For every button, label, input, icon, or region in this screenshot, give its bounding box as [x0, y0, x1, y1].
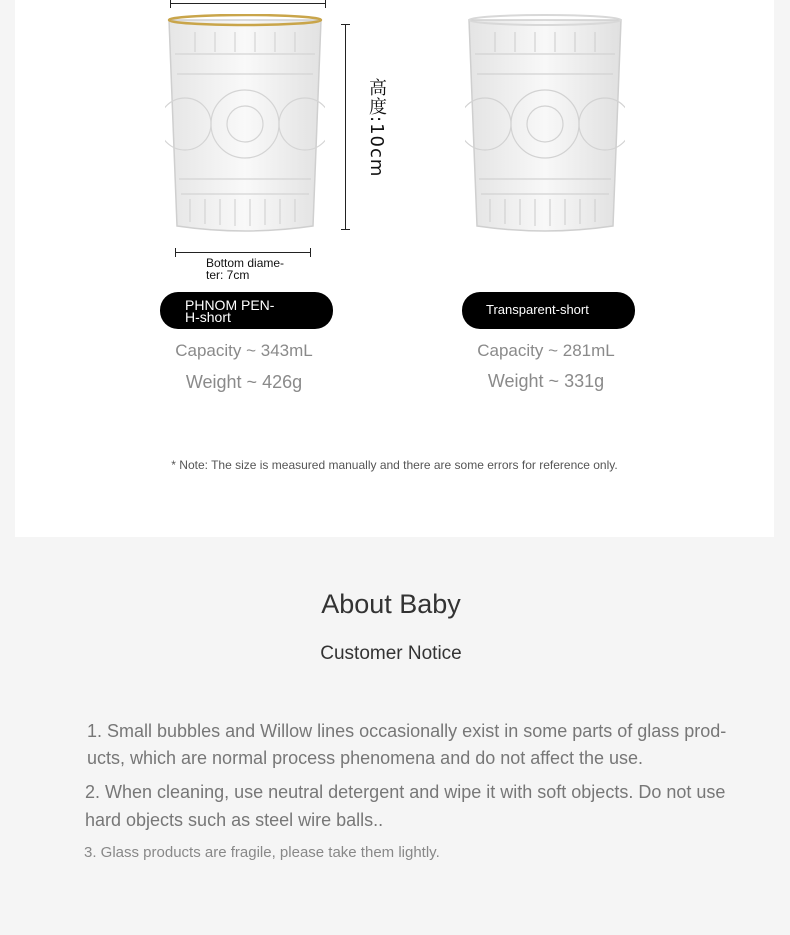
- product-card: [15, 0, 774, 537]
- bottom-diameter-line: [175, 252, 311, 253]
- variant-label-text: Transparent-short: [486, 302, 589, 317]
- glass-image-gold-rim: [165, 14, 325, 236]
- height-dimension-line: [345, 24, 346, 230]
- capacity-text: Capacity ~ 281mL: [477, 341, 615, 360]
- variant-label-pill-gold[interactable]: [160, 292, 333, 329]
- weight-text: Weight ~ 331g: [487, 371, 605, 391]
- notice-item: 1. Small bubbles and Willow lines occasionally exist in some parts of glass prod-ucts, which are normal process phenomena and do not affect the use.: [87, 721, 727, 768]
- bottom-diameter-label: Bottom diame- ter: 7cm: [206, 256, 285, 282]
- top-width-dimension: [170, 3, 326, 4]
- glass-image-transparent: [465, 14, 625, 236]
- glass-gold-rim-drawing: [165, 14, 325, 236]
- variant-label-pill-transparent[interactable]: [462, 292, 635, 329]
- weight-text: Weight ~ 426g: [185, 372, 303, 392]
- variant-label-text: PHNOM PEN- H-short: [185, 297, 275, 325]
- about-title: About Baby: [321, 589, 461, 619]
- notice-item: 2. When cleaning, use neutral detergent and wipe it with soft objects. Do not use hard objects such as steel wire balls..: [85, 782, 726, 830]
- height-label: 高度:10cm: [366, 78, 387, 178]
- customer-notice-subtitle: Customer Notice: [320, 643, 462, 664]
- glass-transparent-drawing: [465, 14, 625, 236]
- capacity-text: Capacity ~ 343mL: [175, 341, 313, 360]
- notice-item: 3. Glass products are fragile, please take them lightly.: [84, 844, 440, 861]
- measurement-note: * Note: The size is measured manually and there are some errors for reference only.: [171, 458, 618, 472]
